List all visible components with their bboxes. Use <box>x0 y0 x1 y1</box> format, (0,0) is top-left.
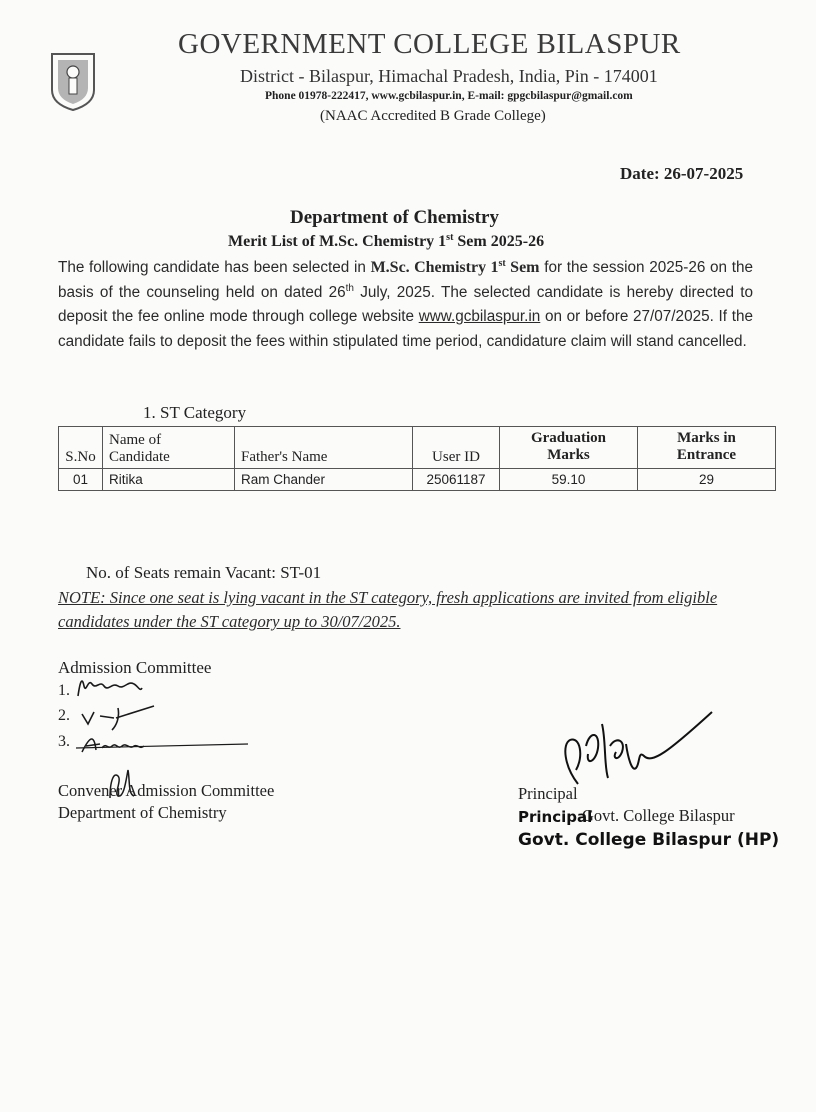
note-text: NOTE: Since one seat is lying vacant in the ST category, fresh applications are invited from eligible candidates under the ST category up to 30/07/2025. <box>58 588 718 631</box>
member-3-signature <box>76 728 256 762</box>
convener-block: Convener Admission Committee Department of Chemistry <box>58 781 275 822</box>
header-entrance-marks: Marks in Entrance <box>638 427 776 469</box>
principal-signature <box>556 706 716 792</box>
merit-table <box>58 426 776 491</box>
accreditation: (NAAC Accredited B Grade College) <box>320 108 546 124</box>
college-website-link[interactable]: www.gcbilaspur.in <box>418 308 541 325</box>
header-candidate-name: Name of Candidate <box>103 427 235 469</box>
table-row <box>59 469 776 491</box>
table-header-row <box>59 427 776 469</box>
member-1-signature <box>72 672 152 702</box>
member-number-2: 2. <box>58 707 70 724</box>
cell-entrance-marks: 29 <box>638 469 776 491</box>
principal-stamp: Principal Govt. College Bilaspur (HP) <box>518 808 780 850</box>
header-father-name: Father's Name <box>235 427 413 469</box>
cell-user-id: 25061187 <box>413 469 500 491</box>
cell-candidate-name: Ritika <box>103 469 235 491</box>
header-user-id: User ID <box>413 427 500 469</box>
merit-list-title: Merit List of M.Sc. Chemistry 1st Sem 2025-26 <box>228 232 545 250</box>
category-heading: 1. ST Category <box>143 403 247 422</box>
cell-father-name: Ram Chander <box>235 469 413 491</box>
header-graduation-marks: Graduation Marks <box>500 427 638 469</box>
college-name: GOVERNMENT COLLEGE BILASPUR <box>178 28 681 60</box>
document-date: Date: 26-07-2025 <box>620 164 744 183</box>
college-emblem-icon <box>48 50 98 112</box>
cell-sno: 01 <box>59 469 103 491</box>
college-address: District - Bilaspur, Himachal Pradesh, India, Pin - 174001 <box>240 66 658 86</box>
member-number-3: 3. <box>58 733 70 750</box>
department-heading: Department of Chemistry <box>290 207 499 228</box>
committee-heading: Admission Committee <box>58 658 212 677</box>
vacant-seats: No. of Seats remain Vacant: ST-01 <box>86 563 322 582</box>
principal-block: Principal Govt. College Bilaspur <box>518 784 735 825</box>
cell-graduation-marks: 59.10 <box>500 469 638 491</box>
college-contact: Phone 01978-222417, www.gcbilaspur.in, E-mail: gpgcbilaspur@gmail.com <box>265 90 633 102</box>
header-sno: S.No <box>59 427 103 469</box>
member-number-1: 1. <box>58 682 70 699</box>
selection-paragraph: The following candidate has been selected in M.Sc. Chemistry 1st Sem for the session 2025-26 on the basis of the counseling held on dated 26th July, 2025. The selected candidate is hereby directed to deposit the fee online mode through college website www.gcbilaspur.in on or before 27/07/2025. If the candidate fails to deposit the fees within stipulated time period, candidature claim will stand cancelled. <box>58 258 753 350</box>
